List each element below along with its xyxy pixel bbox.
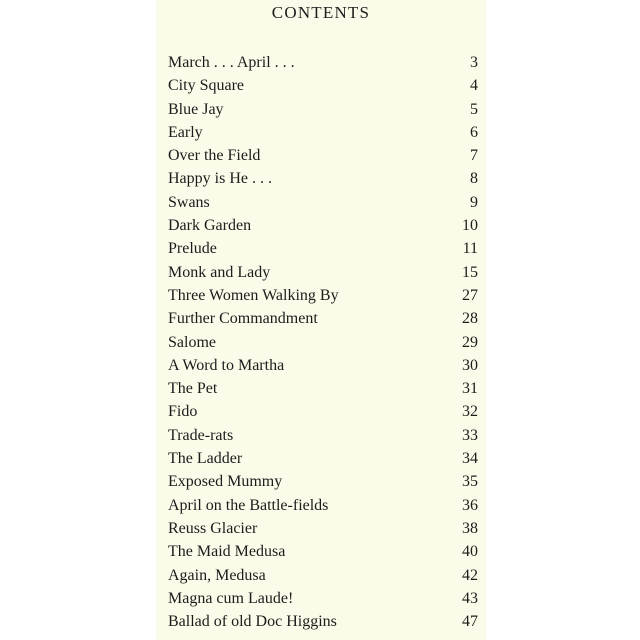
entry-title: March . . . April . . . [168, 54, 295, 71]
entry-page-number: 8 [470, 170, 478, 188]
contents-entry [168, 121, 478, 144]
entry-title: Ballad of old Doc Higgins [168, 613, 337, 631]
entry-title: Exposed Mummy [168, 473, 283, 491]
entry-title: Further Commandment [168, 310, 318, 328]
book-page [156, 0, 486, 640]
entry-page-number: 38 [462, 519, 478, 537]
entry-page-number: 5 [470, 100, 478, 118]
entry-page-number: 11 [462, 240, 478, 258]
entry-title: Trade-rats [168, 426, 234, 444]
entry-title: Magna cum Laude! [168, 589, 294, 607]
entry-title: City Square [168, 77, 244, 95]
entry-title: The Ladder [168, 450, 243, 468]
contents-entry [168, 424, 478, 447]
contents-list [168, 51, 478, 633]
contents-entry [168, 494, 478, 517]
entry-page-number: 47 [462, 613, 478, 631]
entry-title: The Pet [168, 380, 218, 398]
entry-page-number: 30 [462, 356, 478, 374]
entry-page-number: 15 [462, 263, 478, 281]
entry-page-number: 33 [462, 426, 478, 444]
contents-entry [168, 74, 478, 97]
entry-title: A Word to Martha [168, 356, 285, 374]
entry-page-number: 9 [470, 193, 478, 211]
entry-title: Fido [168, 403, 198, 421]
contents-entry [168, 51, 478, 74]
entry-page-number: 6 [470, 123, 478, 141]
contents-entry [168, 331, 478, 354]
entry-title: Over the Field [168, 147, 261, 165]
entry-title: Early [168, 123, 203, 141]
entry-page-number: 27 [462, 286, 478, 304]
entry-page-number: 40 [462, 543, 478, 561]
entry-page-number: 4 [470, 77, 478, 95]
entry-title: Dark Garden [168, 217, 252, 235]
entry-page-number: 29 [462, 333, 478, 351]
entry-title: Again, Medusa [168, 566, 266, 584]
contents-entry [168, 470, 478, 493]
contents-entry [168, 564, 478, 587]
entry-title: Reuss Glacier [168, 519, 258, 537]
contents-entry [168, 517, 478, 540]
contents-entry [168, 540, 478, 563]
contents-entry [168, 400, 478, 423]
contents-entry [168, 447, 478, 470]
entry-title: The Maid Medusa [168, 543, 286, 561]
contents-entry [168, 261, 478, 284]
entry-title: Swans [168, 193, 210, 211]
entry-title: Prelude [168, 240, 217, 258]
entry-title: April on the Battle-fields [168, 496, 329, 514]
contents-entry [168, 354, 478, 377]
entry-title: Three Women Walking By [168, 286, 339, 304]
entry-title: Happy is He . . . [168, 170, 272, 188]
entry-page-number: 42 [462, 566, 478, 584]
contents-entry [168, 167, 478, 190]
contents-entry [168, 377, 478, 400]
contents-entry [168, 237, 478, 260]
entry-page-number: 3 [470, 54, 478, 71]
entry-page-number: 34 [462, 450, 478, 468]
contents-entry [168, 144, 478, 167]
entry-page-number: 10 [462, 217, 478, 235]
entry-title: Blue Jay [168, 100, 224, 118]
entry-page-number: 32 [462, 403, 478, 421]
contents-entry [168, 610, 478, 633]
contents-entry [168, 284, 478, 307]
entry-title: Salome [168, 333, 216, 351]
entry-page-number: 35 [462, 473, 478, 491]
entry-page-number: 36 [462, 496, 478, 514]
contents-entry [168, 98, 478, 121]
entry-page-number: 31 [462, 380, 478, 398]
contents-entry [168, 587, 478, 610]
entry-page-number: 7 [470, 147, 478, 165]
contents-entry [168, 214, 478, 237]
entry-title: Monk and Lady [168, 263, 271, 281]
contents-entry [168, 191, 478, 214]
contents-entry [168, 307, 478, 330]
entry-page-number: 43 [462, 589, 478, 607]
entry-page-number: 28 [462, 310, 478, 328]
page-title: CONTENTS [271, 3, 371, 22]
